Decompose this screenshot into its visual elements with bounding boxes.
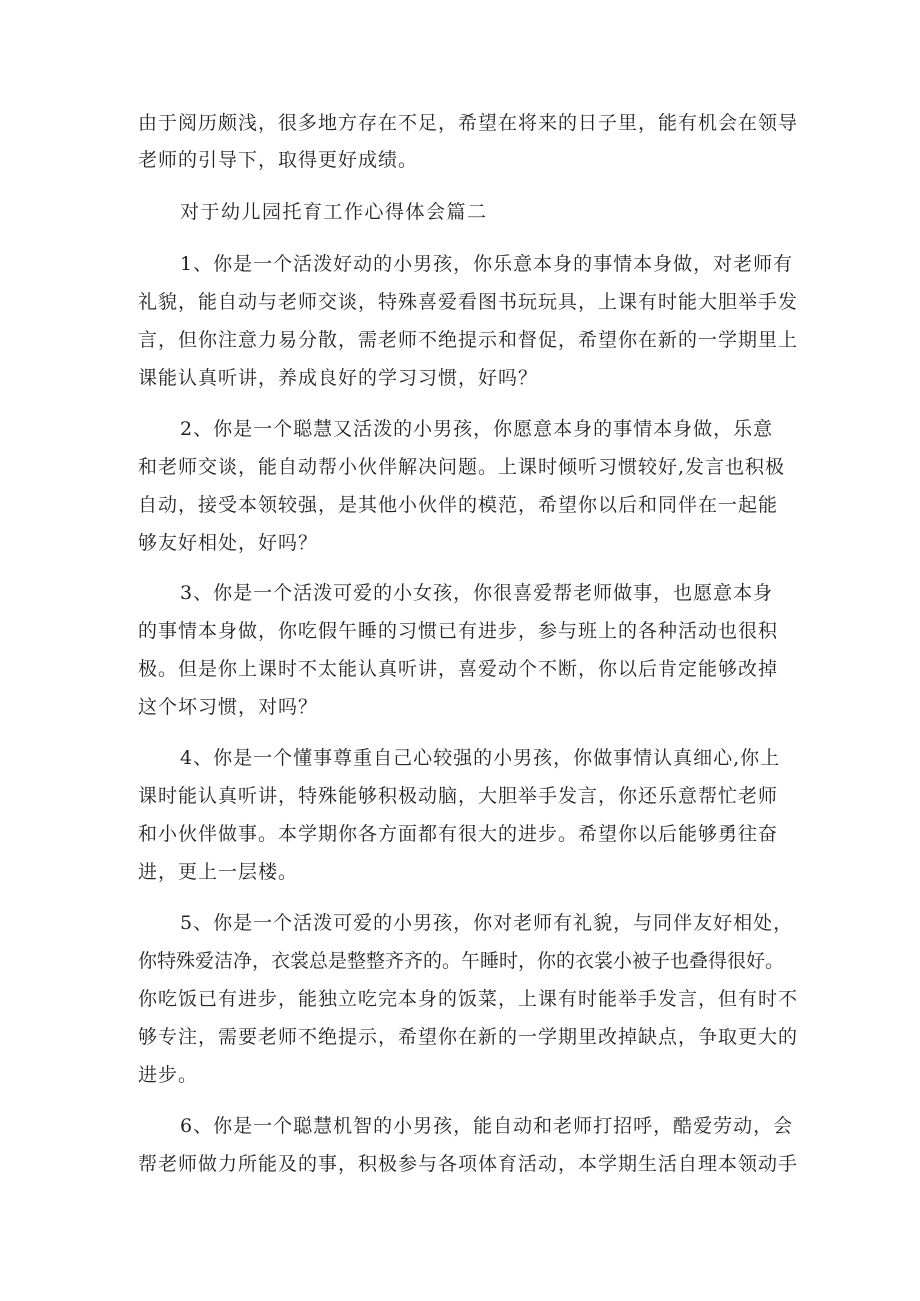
paragraph-text: 5、你是一个活泼可爱的小男孩，你对老师有礼貌，与同伴友好相处， xyxy=(180,912,794,934)
paragraph-text: 的事情本身做，你吃假午睡的习惯已有进步，参与班上的各种活动也很积 xyxy=(138,620,779,642)
paragraph-text: 4、你是一个懂事尊重自己心较强的小男孩，你做事情认真细心,你上 xyxy=(180,747,781,769)
paragraph-text: 2、你是一个聪慧又活泼的小男孩，你愿意本身的事情本身做，乐意 xyxy=(180,418,774,440)
paragraph-text: 课时能认真听讲，特殊能够积极动脑，大胆举手发言，你还乐意帮忙老师 xyxy=(138,785,779,807)
paragraph-text: 自动，接受本领较强，是其他小伙伴的模范，希望你以后和同伴在一起能 xyxy=(138,494,779,516)
paragraph-text: 够友好相处，好吗？ xyxy=(138,532,319,554)
paragraph-text: 进，更上一层楼。 xyxy=(138,861,299,883)
paragraph-text: 1、你是一个活泼好动的小男孩，你乐意本身的事情本身做，对老师有 xyxy=(180,253,794,275)
paragraph-text: 极。但是你上课时不太能认真听讲，喜爱动个不断，你以后肯定能够改掉 xyxy=(138,658,779,680)
paragraph-text: 言，但你注意力易分散，需老师不绝提示和督促，希望你在新的一学期里上 xyxy=(138,329,799,351)
intro-line-text: 老师的引导下，取得更好成绩。 xyxy=(138,149,419,171)
paragraph-text: 帮老师做力所能及的事，积极参与各项体育活动，本学期生活自理本领动手 xyxy=(138,1153,799,1175)
paragraph-text: 够专注，需要老师不绝提示，希望你在新的一学期里改掉缺点，争取更大的 xyxy=(138,1026,799,1048)
paragraph-text: 礼貌，能自动与老师交谈，特殊喜爱看图书玩玩具，上课有时能大胆举手发 xyxy=(138,291,799,313)
paragraph-text: 你特殊爱洁净，衣裳总是整整齐齐的。午睡时，你的衣裳小被子也叠得很好。 xyxy=(138,950,785,972)
paragraph-text: 这个坏习惯，对吗？ xyxy=(138,696,319,718)
paragraph-text: 6、你是一个聪慧机智的小男孩，能自动和老师打招呼，酷爱劳动，会 xyxy=(180,1115,794,1137)
paragraph-text: 进步。 xyxy=(138,1064,199,1086)
paragraph-text: 3、你是一个活泼可爱的小女孩，你很喜爱帮老师做事，也愿意本身 xyxy=(180,582,774,604)
paragraph-text: 和小伙伴做事。本学期你各方面都有很大的进步。希望你以后能够勇往奋 xyxy=(138,823,779,845)
paragraph-text: 课能认真听讲，养成良好的学习习惯，好吗？ xyxy=(138,367,539,389)
paragraph-text: 和老师交谈，能自动帮小伙伴解决问题。上课时倾听习惯较好,发言也积极 xyxy=(138,456,786,478)
paragraph-text: 你吃饭已有进步，能独立吃完本身的饭菜，上课有时能举手发言，但有时不 xyxy=(138,988,799,1010)
section-heading-text: 对于幼儿园托育工作心得体会篇二 xyxy=(180,201,488,223)
intro-line-text: 由于阅历颇浅，很多地方存在不足，希望在将来的日子里，能有机会在领导 xyxy=(138,112,799,134)
